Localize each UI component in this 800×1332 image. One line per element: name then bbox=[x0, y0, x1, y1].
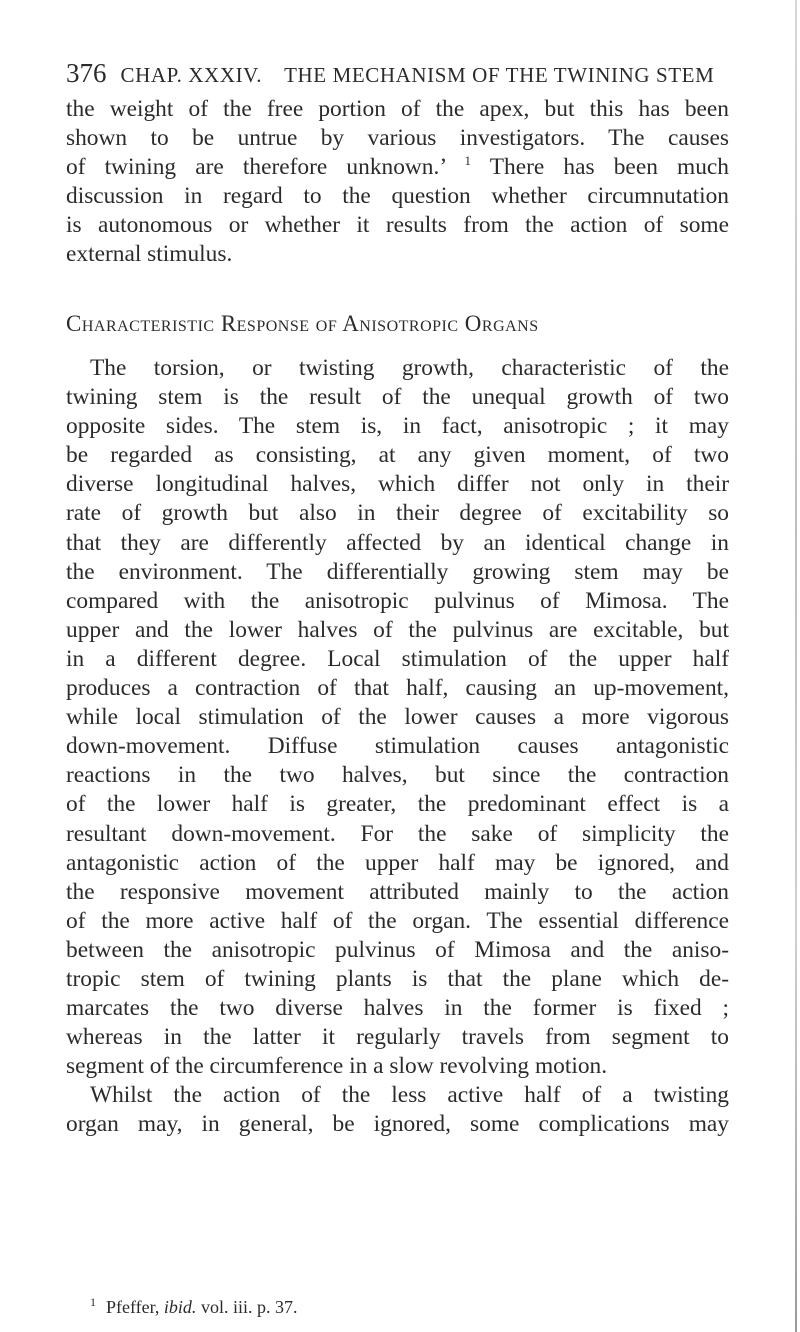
section-heading: Characteristic Response of Anisotropic Organs bbox=[66, 311, 539, 336]
text-line: diverse longitudinal halves, which differ not only in their bbox=[66, 471, 729, 498]
text-line: in a different degree. Local stimulation of the upper half bbox=[66, 645, 729, 672]
text-line: while local stimulation of the lower causes a more vigorous bbox=[66, 704, 729, 731]
text-line: the environment. The differentially growing stem may be bbox=[66, 558, 729, 585]
text-line: produces a contraction of that half, causing an up-movement, bbox=[66, 675, 729, 702]
text-line: marcates the two diverse halves in the former is fixed ; bbox=[66, 995, 729, 1022]
text-line: whereas in the latter it regularly travels from segment to bbox=[66, 1024, 729, 1051]
text-line: resultant down-movement. For the sake of simplicity the bbox=[66, 820, 729, 847]
text-line: be regarded as consisting, at any given moment, of two bbox=[66, 442, 729, 469]
text-line: is autonomous or whether it results from the action of some bbox=[66, 212, 729, 239]
text-line: the responsive movement attributed mainly to the action bbox=[66, 878, 729, 905]
footnote-citation: vol. iii. p. 37. bbox=[200, 1297, 298, 1317]
footnote-mark: 1 bbox=[90, 1295, 96, 1309]
footnote-author: Pfeffer, bbox=[106, 1297, 160, 1317]
text-line: upper and the lower halves of the pulvinus are excitable, but bbox=[66, 616, 729, 643]
running-title: THE MECHANISM OF THE TWINING STEM bbox=[284, 63, 715, 87]
text-line: external stimulus. bbox=[66, 241, 233, 268]
text-line: of the lower half is greater, the predominant effect is a bbox=[66, 791, 729, 818]
text-line: shown to be untrue by various investigators. The causes bbox=[66, 125, 729, 152]
text-line: reactions in the two halves, but since the contraction bbox=[66, 762, 729, 789]
footnote-ibid: ibid. bbox=[163, 1297, 197, 1317]
text-line: organ may, in general, be ignored, some complications may bbox=[66, 1111, 729, 1138]
text-line: between the anisotropic pulvinus of Mimosa and the aniso- bbox=[66, 936, 729, 963]
text-line: the weight of the free portion of the apex, but this has been bbox=[66, 96, 729, 122]
text-segment: There has been much bbox=[489, 154, 729, 181]
text-line: discussion in regard to the question whether circumnutation bbox=[66, 183, 729, 210]
text-line: twining stem is the result of the unequal growth of two bbox=[66, 384, 729, 411]
text-line: down-movement. Diffuse stimulation causes antagonistic bbox=[66, 733, 729, 760]
text-line: antagonistic action of the upper half may be ignored, and bbox=[66, 849, 729, 876]
text-line: segment of the circumference in a slow revolving motion. bbox=[66, 1053, 608, 1080]
text-line-with-footnote bbox=[66, 153, 729, 182]
running-header bbox=[66, 58, 746, 90]
text-line: tropic stem of twining plants is that the plane which de- bbox=[66, 965, 729, 992]
chapter-label: CHAP. XXXIV. bbox=[120, 63, 263, 87]
text-line: The torsion, or twisting growth, characteristic of the bbox=[90, 355, 729, 381]
footnote bbox=[90, 1297, 297, 1318]
text-line: rate of growth but also in their degree of excitability so bbox=[66, 500, 729, 527]
text-line: of the more active half of the organ. The essential difference bbox=[66, 907, 729, 934]
text-segment: of twining are therefore unknown.’ bbox=[66, 154, 446, 181]
paragraph-2 bbox=[66, 354, 729, 1140]
text-line: compared with the anisotropic pulvinus of Mimosa. The bbox=[66, 587, 729, 614]
page-number: 376 bbox=[66, 58, 107, 88]
text-line: that they are differently affected by an identical change in bbox=[66, 529, 729, 556]
page-edge-shadow bbox=[795, 0, 797, 1332]
text-line: Whilst the action of the less active half of a twisting bbox=[90, 1082, 729, 1109]
paragraph-1 bbox=[66, 95, 729, 270]
text-line: opposite sides. The stem is, in fact, anisotropic ; it may bbox=[66, 413, 729, 440]
footnote-reference[interactable]: 1 bbox=[464, 153, 472, 169]
